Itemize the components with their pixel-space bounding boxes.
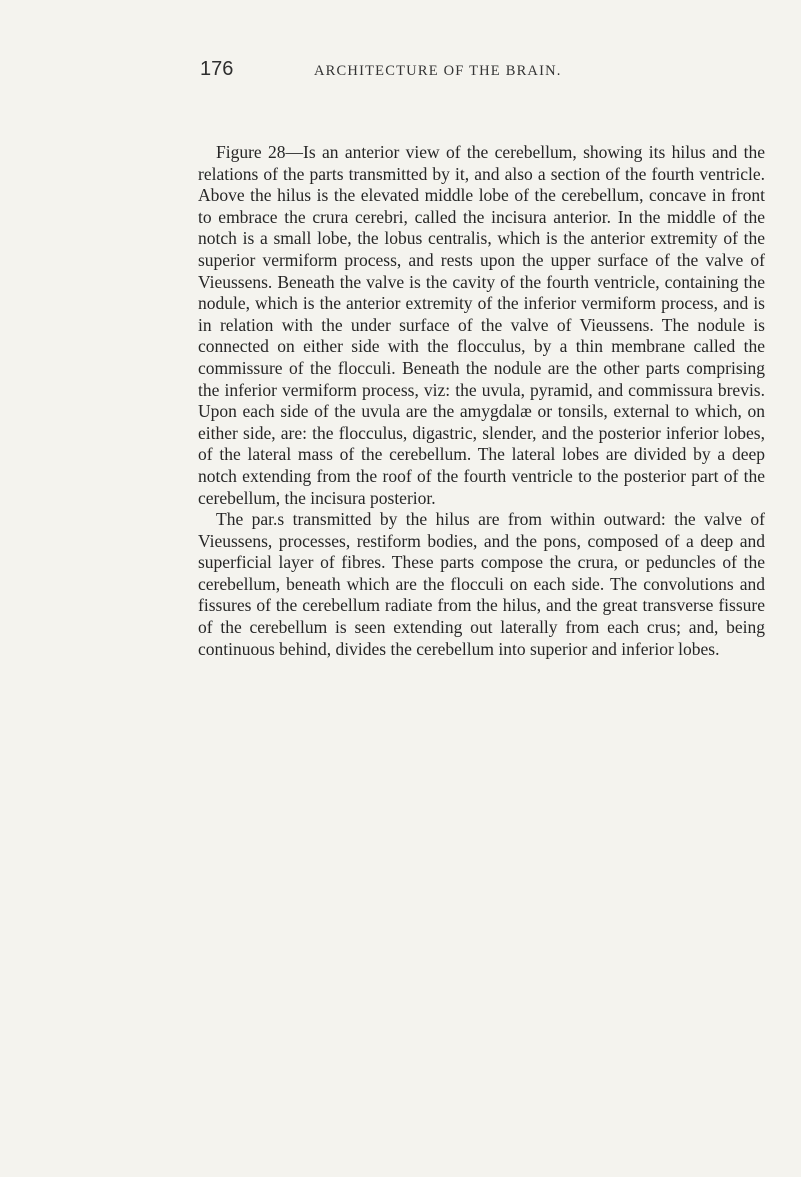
body-text — [198, 142, 765, 660]
paragraph: Figure 28—Is an anterior view of the cerebellum, showing its hilus and the relations of the parts transmitted by it, and also a section of the fourth ventricle. Above the hilus is the elevated middle lobe of the cerebellum, concave in front to embrace the crura cerebri, called the incisura anterior. In the middle of the notch is a small lobe, the lobus centralis, which is the anterior extremity of the superior vermiform process, and rests upon the upper surface of the valve of Vieussens. Beneath the valve is the cavity of the fourth ventricle, containing the nodule, which is the anterior extremity of the inferior vermiform process, and is in relation with the under surface of the valve of Vieussens. The nodule is connected on either side with the flocculus, by a thin membrane called the commissure of the flocculi. Beneath the nodule are the other parts comprising the inferior vermiform process, viz: the uvula, pyramid, and commissura brevis. Upon each side of the uvula are the amygdalæ or tonsils, external to which, on either side, are: the flocculus, digastric, slender, and the posterior inferior lobes, of the lateral mass of the cerebellum. The lateral lobes are divided by a deep notch extending from the roof of the fourth ventricle to the posterior part of the cerebellum, the incisura posterior. — [198, 142, 765, 508]
paragraph: The par.s transmitted by the hilus are from within outward: the valve of Vieussens, processes, restiform bodies, and the pons, composed of a deep and superficial layer of fibres. These parts compose the crura, or peduncles of the cerebellum, beneath which are the flocculi on each side. The convolutions and fissures of the cerebellum radiate from the hilus, and the great transverse fissure of the cerebellum is seen extending out laterally from each crus; and, being continuous behind, divides the cerebellum into superior and inferior lobes. — [198, 509, 765, 659]
running-title: ARCHITECTURE OF THE BRAIN. — [314, 63, 562, 79]
page-number: 176 — [200, 58, 234, 80]
